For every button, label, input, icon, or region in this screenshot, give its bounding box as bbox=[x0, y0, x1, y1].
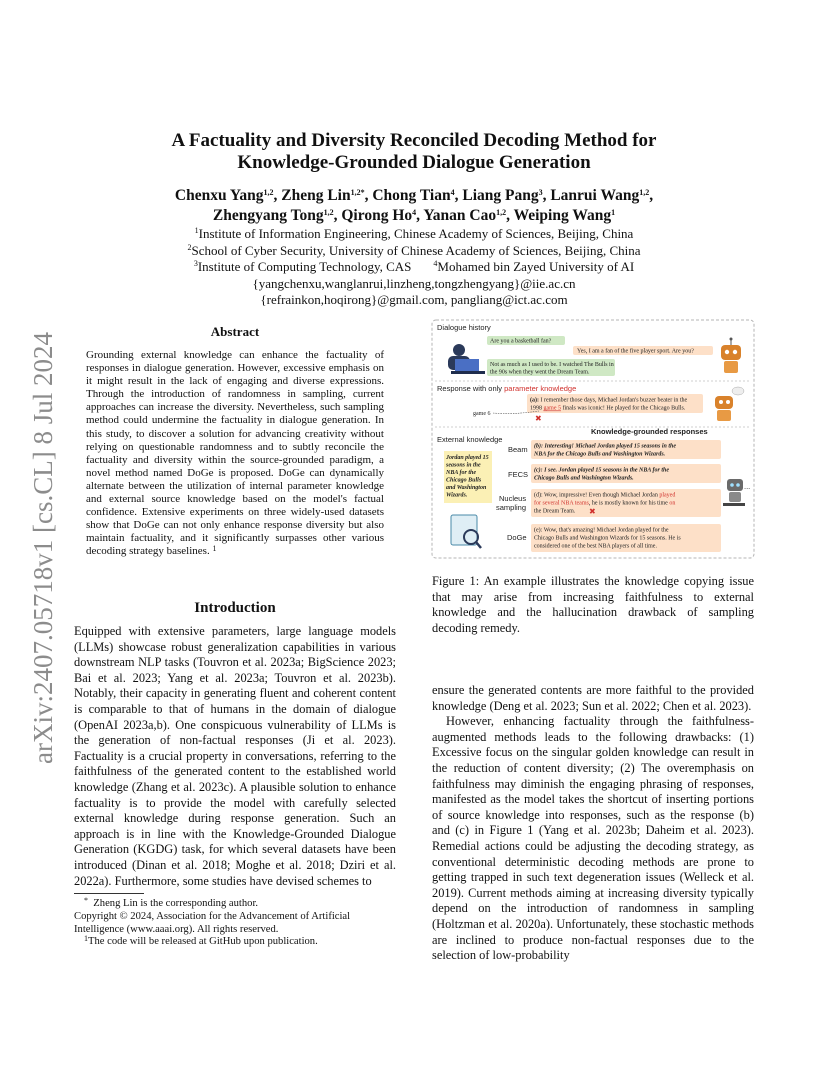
author-sup: 1,2 bbox=[323, 208, 334, 217]
author-name: Zheng Lin bbox=[281, 187, 351, 204]
author-line-2 bbox=[80, 206, 748, 226]
response-b-line2: NBA for the Chicago Bulls and Washington Wizards. bbox=[534, 451, 666, 458]
author-name: Chong Tian bbox=[372, 187, 451, 204]
introduction-heading: Introduction bbox=[194, 600, 276, 616]
response-e-line3: considered one of the best NBA players of all time. bbox=[534, 543, 657, 550]
author-line-1 bbox=[80, 186, 748, 206]
knowledge-line: NBA for the bbox=[446, 470, 477, 476]
game6-correction: game 6 bbox=[473, 411, 491, 417]
footnote-copyright: Copyright © 2024, Association for the Advancement of Artificial Intelligence (www.aaai.org). All rights reserved. bbox=[74, 910, 351, 935]
section-external-knowledge: External knowledge bbox=[437, 435, 503, 444]
affiliation-text: Mohamed bin Zayed University of AI bbox=[437, 259, 635, 274]
abstract-heading: Abstract bbox=[210, 324, 260, 339]
author-name: Qirong Ho bbox=[341, 207, 413, 224]
abstract-text: Grounding external knowledge can enhance the factuality of responses in dialogue generation. However, excessive emphasis on it might result in the lack of engaging and diverse expressions. Through the introduction of randomness in sampling, current approaches can increase the diversity. Nevertheless, such sampling method could undermine the factuality in dialogue generation. In this study, to discover a solution for advancing creativity without relying on questionable randomness and to subtly reconcile the factuality and diversity within the source-grounded paradigm, a novel method named DoGe is proposed. DoGe can dynamically alternate between the utilization of internal parameter knowledge and external source knowledge based on the model's factual confidence. Extensive experiments on three widely-used datasets show that DoGe can not only enhance response diversity but also maintain factuality, and it significantly surpasses other various decoding strategy baselines. bbox=[86, 349, 384, 558]
response-d-line3: the Dream Team. bbox=[534, 508, 576, 515]
method-doge: DoGe bbox=[507, 533, 527, 542]
knowledge-line: Wizards. bbox=[446, 492, 468, 499]
author-sep: , bbox=[506, 207, 514, 224]
method-fecs: FECS bbox=[508, 470, 529, 479]
introduction-paragraph: Equipped with extensive parameters, large language models (LLMs) showcase robust generalization capabilities in various downstream NLP tasks (Touvron et al. 2023a; BigScience 2023; Bai et al. 2023; Yang et al. 2023a; Touvron et al. 2023b). Notably, their capacity in generating fluent and coherent content is comparable to that of humans in the domain of dialogue (OpenAI 2023a,b). One conspicuous vulnerability of LLMs is the generation of non-factual responses (Ji et al. 2023). Factuality is a crucial property in conversations, referring to the faithfulness of the generated content to the established world knowledge (Zhang et al. 2023c). A plausible solution to enhance factuality is to provide the model with carefully selected external knowledge during response generation. Such an approach is in line with the Knowledge-Grounded Dialogue Generation (KGDG) task, for which several datasets have been introduced (Dinan et al. 2018; Moghe et al. 2018; Dziri et al. 2022a). Furthermore, some studies have devised schemes to bbox=[74, 624, 396, 888]
author-name: Weiping Wang bbox=[513, 207, 612, 224]
author-sup: 1,2 bbox=[263, 188, 274, 197]
author-sep: , bbox=[542, 187, 551, 204]
method-nucleus: Nucleus bbox=[499, 494, 527, 503]
response-b-line1: (b): Interesting! Michael Jordan played 15 seasons in the bbox=[534, 443, 677, 450]
document-magnifier-icon bbox=[451, 515, 481, 548]
abstract-body bbox=[86, 349, 384, 559]
response-c-line1: (c): I see. Jordan played 15 seasons in the NBA for the bbox=[534, 467, 669, 474]
response-e-line1: (e): Wow, that's amazing! Michael Jordan played for the bbox=[534, 527, 669, 534]
response-d-line2: for several NBA teams, he is mostly known for his time on bbox=[534, 500, 676, 507]
author-name: Yanan Cao bbox=[423, 207, 497, 224]
author-sup: 1,2 bbox=[496, 208, 507, 217]
affiliation-sup: 2 bbox=[187, 242, 192, 252]
author-sep: , bbox=[333, 207, 342, 224]
knowledge-line: Chicago Bulls bbox=[446, 477, 482, 484]
section-parameter-knowledge: Response with only parameter knowledge bbox=[437, 384, 577, 393]
author-name: Chenxu Yang bbox=[174, 187, 264, 204]
affiliation-text: School of Cyber Security, University of Chinese Academy of Sciences, Beijing, China bbox=[191, 242, 641, 258]
abstract-footnote-mark: 1 bbox=[212, 544, 217, 554]
author-sep: , bbox=[454, 187, 463, 204]
author-sup: 4 bbox=[450, 188, 455, 197]
figure-caption: Figure 1: An example illustrates the knowledge copying issue that may arise from increasing faithfulness to external knowledge and the hallucination drawback of sampling decoding remedy. bbox=[432, 574, 754, 635]
arxiv-stamp-text: arXiv:2407.05718v1 [cs.CL] 8 Jul 2024 bbox=[28, 332, 58, 764]
affiliation-text: Institute of Computing Technology, CAS bbox=[197, 259, 412, 274]
author-sup: 1 bbox=[611, 208, 616, 217]
author-sep: , bbox=[273, 187, 282, 204]
author-name: Zhengyang Tong bbox=[212, 207, 324, 224]
method-beam: Beam bbox=[508, 445, 528, 454]
author-name: Liang Pang bbox=[462, 187, 539, 204]
body-paragraph: ensure the generated contents are more faithful to the provided knowledge (Deng et al. 2023; Sun et al. 2022; Chen et al. 2023). bbox=[432, 683, 754, 713]
footnote-mark: * bbox=[84, 896, 88, 905]
section-dialogue-history: Dialogue history bbox=[437, 323, 491, 332]
author-sep: , bbox=[416, 207, 424, 224]
email-line-2: {refrainkon,hoqirong}@gmail.com, pangliang@ict.ac.com bbox=[260, 292, 568, 307]
affiliation-sup: 4 bbox=[433, 259, 438, 268]
author-sup: 3 bbox=[538, 188, 543, 197]
response-a-line2: 1998 game 5 finals was iconic! He played for the Chicago Bulls. bbox=[530, 405, 686, 412]
response-c-line2: Chicago Bulls and Washington Wizards. bbox=[534, 475, 634, 482]
affiliations bbox=[80, 226, 748, 309]
footnote-text: The code will be released at GitHub upon publication. bbox=[88, 936, 318, 948]
author-list bbox=[80, 186, 748, 226]
knowledge-line: seasons in the bbox=[446, 462, 481, 469]
paper-title bbox=[80, 130, 748, 174]
ellipsis: ... bbox=[744, 482, 751, 491]
arxiv-stamp bbox=[14, 298, 62, 768]
footnote-text: Zheng Lin is the corresponding author. bbox=[93, 898, 259, 909]
method-sampling: sampling bbox=[496, 503, 527, 512]
footnotes bbox=[74, 898, 396, 949]
response-e-line2: Chicago Bulls and Washington Wizards for 15 seasons. He is bbox=[534, 535, 681, 542]
footnote-mark: 1 bbox=[84, 934, 88, 944]
affiliation-text: Institute of Information Engineering, Chinese Academy of Sciences, Beijing, China bbox=[198, 226, 634, 241]
author-name: Lanrui Wang bbox=[550, 187, 640, 204]
author-sep: , bbox=[649, 187, 654, 204]
affiliation-1 bbox=[80, 226, 748, 243]
title-line-2: Knowledge-Grounded Dialogue Generation bbox=[237, 152, 591, 173]
introduction-body bbox=[74, 624, 396, 889]
affiliation-sup: 1 bbox=[194, 226, 199, 235]
affiliation-2 bbox=[80, 243, 748, 260]
affiliation-sup: 3 bbox=[193, 259, 198, 268]
email-line-1: {yangchenxu,wanglanrui,linzheng,tongzhengyang}@iie.ac.cn bbox=[252, 275, 576, 291]
footnote-code bbox=[74, 936, 396, 949]
response-a-line1: (a): I remember those days, Michael Jordan's buzzer beater in the bbox=[530, 397, 688, 404]
figure-1 bbox=[431, 319, 755, 559]
footnote-corresponding bbox=[74, 898, 396, 911]
cross-mark-icon: ✖ bbox=[589, 507, 596, 516]
footnote-rule bbox=[74, 893, 144, 894]
response-d-line1: (d): Wow, impressive! Even though Michael Jordan played bbox=[534, 492, 676, 499]
bubble-q2-line1: Not as much as I used to be. I watched The Bulls in bbox=[490, 362, 614, 368]
author-sup: 4 bbox=[412, 208, 417, 217]
title-line-1: A Factuality and Diversity Reconciled Decoding Method for bbox=[171, 130, 657, 151]
author-sep: , bbox=[364, 187, 373, 204]
knowledge-line: Jordan played 15 bbox=[446, 455, 489, 461]
affiliation-3-4 bbox=[80, 259, 748, 276]
body-paragraph: However, enhancing factuality through the faithfulness-augmented methods leads to the following drawbacks: (1) Excessive focus on the singular golden knowledge can result in the reduction of content diversity; (2) The overemphasis on faithfulness may diminish the engaging phrasing of responses, manifested as the model takes the shortcut of inserting portions of source knowledge into responses, such as the response (b) and (c) in Figure 1 (Yang et al. 2023b; Daheim et al. 2023). Remedial actions could be adjusting the decoding strategy, as conventional deterministic decoding methods are prone to getting trapped in such text degeneration issues (Welleck et al. 2019). Current methods aiming at increasing diversity typically depend on the introduction of randomness in sampling (Holtzman et al. 2020a). Unfortunately, these stochastic methods are inclined to produce non-factual responses due to the selection of low-probability bbox=[432, 714, 754, 963]
author-sup: 1,2* bbox=[350, 188, 365, 197]
author-sup: 1,2 bbox=[639, 188, 650, 197]
bubble-q1-text: Are you a basketball fan? bbox=[490, 338, 552, 345]
knowledge-line: and Washington bbox=[446, 485, 487, 491]
section-knowledge-grounded: Knowledge-grounded responses bbox=[591, 427, 708, 436]
bubble-a1-text: Yes, I am a fan of the five player sport. Are you? bbox=[577, 348, 694, 355]
bubble-q2-line2: the 90s when they went the Dream Team. bbox=[490, 369, 590, 376]
cross-mark-icon: ✖ bbox=[535, 414, 542, 423]
figure-1-graphic bbox=[431, 319, 755, 559]
right-column-body bbox=[432, 683, 754, 964]
